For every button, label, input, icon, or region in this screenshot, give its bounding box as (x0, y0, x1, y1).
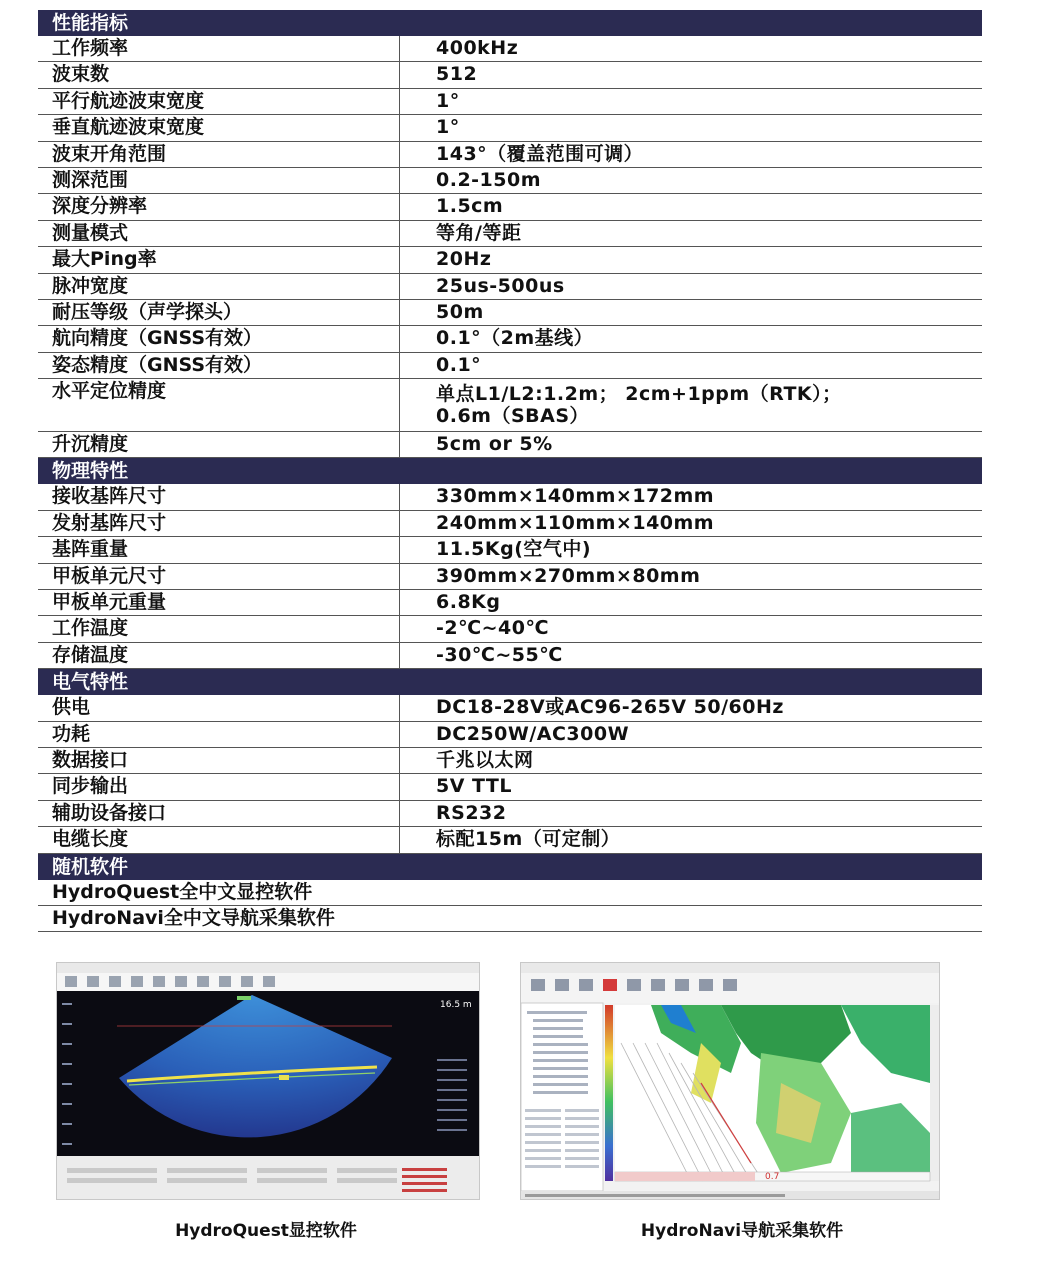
row-label: 接收基阵尺寸 (38, 484, 400, 509)
hydroquest-ui (57, 963, 480, 1200)
row-value: 5cm or 5% (436, 433, 553, 456)
table-row (38, 722, 982, 748)
row-value: 5V TTL (436, 775, 513, 798)
row-value: 20Hz (436, 248, 492, 271)
table-row (38, 537, 982, 563)
row-label: 辅助设备接口 (38, 801, 400, 826)
row-value: -2℃~40℃ (436, 617, 549, 640)
physical-rows (38, 484, 982, 669)
table-row (38, 142, 982, 168)
row-value: RS232 (436, 801, 507, 824)
row-label: 测量模式 (38, 221, 400, 246)
table-row (38, 247, 982, 273)
table-row (38, 221, 982, 247)
row-label: 最大Ping率 (38, 247, 400, 272)
table-row (38, 194, 982, 220)
table-row (38, 432, 982, 458)
table-row (38, 115, 982, 141)
table-row (38, 168, 982, 194)
section-header-physical: 物理特性 (38, 458, 982, 484)
table-row (38, 695, 982, 721)
caption-hydronavi: HydroNavi导航采集软件 (640, 1221, 844, 1241)
row-value: 50m (436, 300, 484, 323)
row-value: 25us-500us (436, 274, 565, 297)
row-value: DC250W/AC300W (436, 722, 630, 745)
hydronavi-ui (521, 963, 940, 1200)
row-label: 甲板单元尺寸 (38, 564, 400, 589)
row-value: 11.5Kg(空气中) (436, 538, 592, 561)
table-row (38, 748, 982, 774)
table-row (38, 774, 982, 800)
row-label: 电缆长度 (38, 827, 400, 852)
hydronavi-screenshot (520, 962, 940, 1200)
row-value: 1° (436, 116, 460, 139)
row-label: 功耗 (38, 722, 400, 747)
table-row (38, 511, 982, 537)
row-value (400, 379, 982, 431)
row-label: 存储温度 (38, 643, 400, 668)
table-row (38, 827, 982, 853)
row-label: 耐压等级（声学探头） (38, 300, 400, 325)
row-value: 等角/等距 (436, 221, 522, 244)
row-value: 1.5cm (436, 195, 504, 218)
row-label: 波束开角范围 (38, 142, 400, 167)
row-label: 深度分辨率 (38, 194, 400, 219)
row-value: 1° (436, 89, 460, 112)
row-label: 供电 (38, 695, 400, 720)
software-item: HydroQuest全中文显控软件 (38, 880, 982, 906)
performance-rows (38, 36, 982, 379)
spec-table (38, 10, 982, 932)
row-label: 工作频率 (38, 36, 400, 61)
row-label: 工作温度 (38, 616, 400, 641)
table-row (38, 36, 982, 62)
row-label: 水平定位精度 (38, 379, 400, 431)
hydroquest-screenshot (56, 962, 480, 1200)
electrical-rows (38, 695, 982, 853)
software-item: HydroNavi全中文导航采集软件 (38, 906, 982, 932)
row-value: 390mm×270mm×80mm (436, 564, 701, 587)
section-header-software: 随机软件 (38, 854, 982, 880)
table-row (38, 616, 982, 642)
section-header-performance: 性能指标 (38, 10, 982, 36)
row-value-line1: 单点L1/L2:1.2m； 2cm+1ppm（RTK）； (436, 383, 842, 406)
row-label: 数据接口 (38, 748, 400, 773)
row-value: 0.1°（2m基线） (436, 327, 594, 350)
table-row (38, 62, 982, 88)
table-row (38, 801, 982, 827)
screenshots-area (0, 962, 1052, 1262)
row-label: 平行航迹波束宽度 (38, 89, 400, 114)
caption-hydroquest: HydroQuest显控软件 (175, 1221, 357, 1241)
table-row (38, 326, 982, 352)
table-row (38, 300, 982, 326)
table-row (38, 274, 982, 300)
row-value: 400kHz (436, 37, 519, 59)
row-label: 同步输出 (38, 774, 400, 799)
section-header-electrical: 电气特性 (38, 669, 982, 695)
table-row (38, 590, 982, 616)
row-value: 6.8Kg (436, 591, 501, 614)
row-value: -30℃~55℃ (436, 643, 563, 666)
row-label: 波束数 (38, 62, 400, 87)
row-label: 姿态精度（GNSS有效） (38, 353, 400, 378)
row-value-line2: 0.6m（SBAS） (436, 405, 590, 428)
row-value: 0.1° (436, 353, 482, 376)
row-value: 512 (436, 63, 478, 86)
row-value: 千兆以太网 (436, 748, 534, 771)
row-value: 240mm×110mm×140mm (436, 511, 715, 534)
table-row (38, 564, 982, 590)
row-label: 脉冲宽度 (38, 274, 400, 299)
scale-readout: 0.7 (765, 1172, 780, 1182)
row-value: 143°（覆盖范围可调） (436, 142, 644, 165)
row-label: 测深范围 (38, 168, 400, 193)
table-row (38, 643, 982, 669)
row-label: 基阵重量 (38, 537, 400, 562)
row-label: 升沉精度 (38, 432, 400, 457)
row-value: 330mm×140mm×172mm (436, 485, 715, 508)
depth-readout: 16.5 m (440, 1000, 472, 1010)
table-row (38, 353, 982, 379)
row-label: 垂直航迹波束宽度 (38, 115, 400, 140)
table-row (38, 379, 982, 432)
table-row (38, 484, 982, 510)
row-label: 甲板单元重量 (38, 590, 400, 615)
row-label: 发射基阵尺寸 (38, 511, 400, 536)
row-value: 标配15m（可定制） (436, 828, 621, 851)
row-value: DC18-28V或AC96-265V 50/60Hz (436, 696, 784, 719)
row-label: 航向精度（GNSS有效） (38, 326, 400, 351)
table-row (38, 89, 982, 115)
row-value: 0.2-150m (436, 168, 542, 191)
